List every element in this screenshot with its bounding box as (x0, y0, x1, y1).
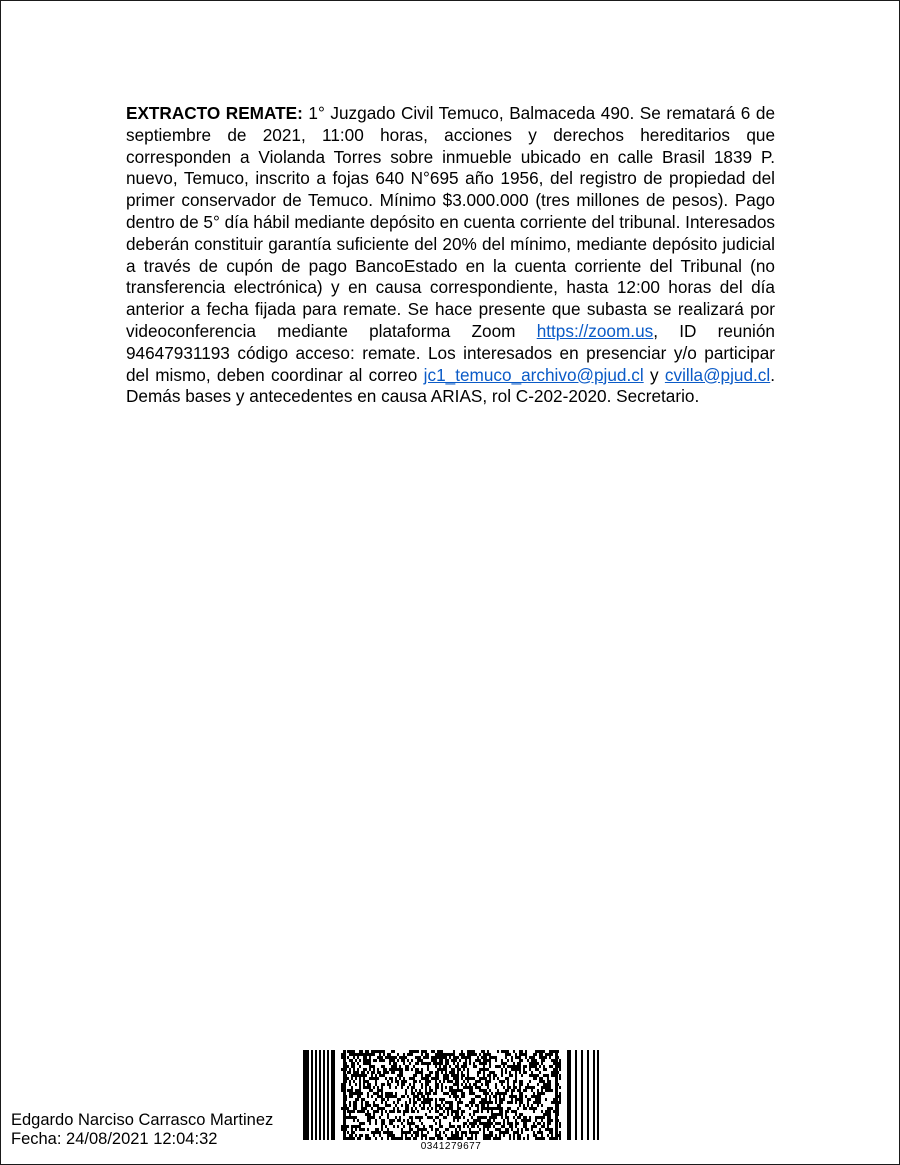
pdf417-barcode (303, 1050, 599, 1140)
extract-label: EXTRACTO REMATE: (126, 103, 303, 123)
extract-text-part-1: 1° Juzgado Civil Temuco, Balmaceda 490. Se rematará 6 de septiembre de 2021, 11:00 horas, acciones y derechos hereditarios que corresponden a Violanda Torres sobre inmueble ubicado en calle Brasil 1839 P. nuevo, Temuco, inscrito a fojas 640 N°695 año 1956, del registro de propiedad del primer conservador de Temuco. Mínimo $3.000.000 (tres millones de pesos). Pago dentro de 5° día hábil mediante depósito en cuenta corriente del tribunal. Interesados deberán constituir garantía suficiente del 20% del mínimo, mediante depósito judicial a través de cupón de pago BancoEstado en la cuenta corriente del Tribunal (no transferencia electrónica) y en causa correspondiente, hasta 12:00 horas del día anterior a fecha fijada para remate. Se hace presente que subasta se realizará por videoconferencia mediante plataforma Zoom (126, 103, 775, 341)
extract-text-part-3: y (643, 364, 665, 385)
signature-date: Fecha: 24/08/2021 12:04:32 (11, 1130, 218, 1148)
extract-text-part-4: . Demás bases y antecedentes en causa ARIAS, rol C-202-2020. Secretario. (126, 364, 775, 407)
signature-block (11, 1111, 273, 1149)
email-link-archivo[interactable]: jc1_temuco_archivo@pjud.cl (423, 364, 644, 385)
signer-name: Edgardo Narciso Carrasco Martinez (11, 1111, 274, 1129)
remate-extract-paragraph (126, 103, 775, 408)
extract-text-part-2: , ID reunión 94647931193 código acceso: remate. Los interesados en presenciar y/o participar del mismo, deben coordinar al correo (126, 320, 775, 385)
barcode-number: 0341279677 (420, 1141, 482, 1152)
zoom-link[interactable]: https://zoom.us (536, 320, 654, 341)
barcode-graphic (303, 1050, 599, 1140)
email-link-cvilla[interactable]: cvilla@pjud.cl (664, 364, 771, 385)
